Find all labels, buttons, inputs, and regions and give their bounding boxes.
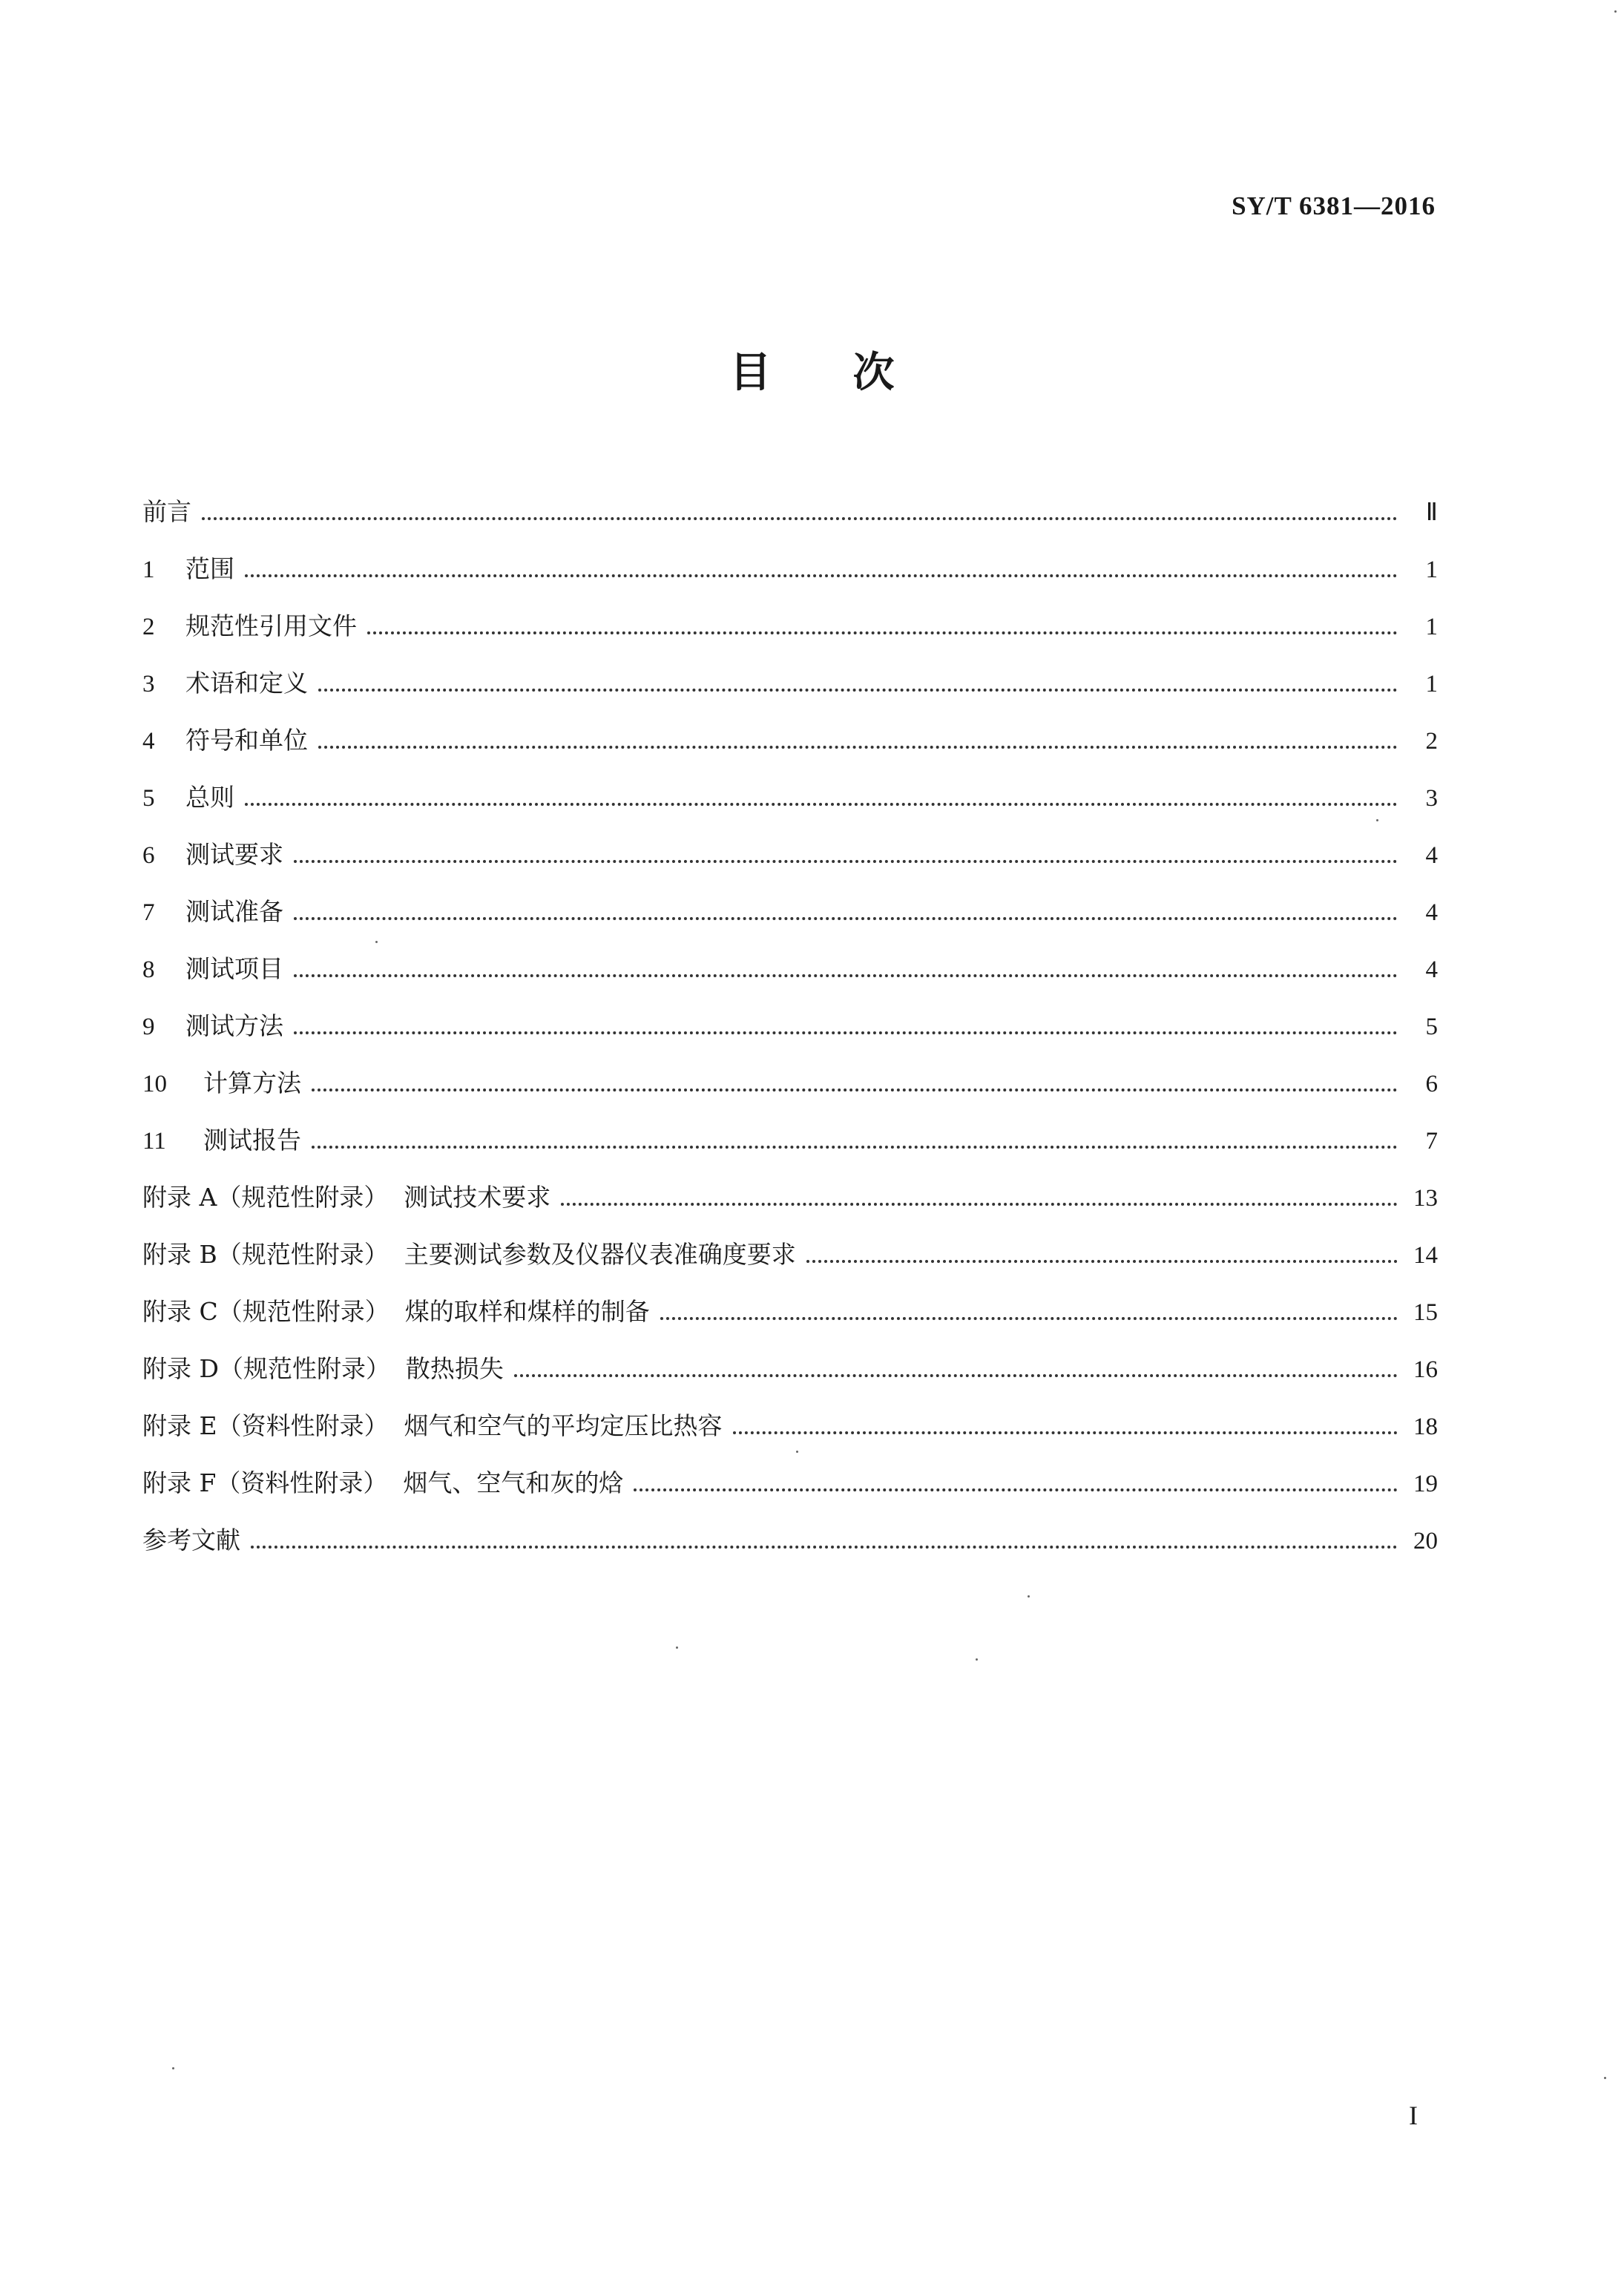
scan-speck (375, 941, 378, 943)
toc-dot-leader (514, 1373, 1398, 1377)
scan-speck (172, 2067, 174, 2069)
toc-entry[interactable] (142, 1226, 1438, 1283)
toc-entry[interactable] (142, 597, 1438, 654)
toc-dot-leader (312, 1088, 1398, 1091)
toc-entry-label (142, 540, 245, 599)
toc-entry-label (142, 1283, 660, 1340)
toc-dot-leader (294, 859, 1398, 863)
toc-entry[interactable] (142, 826, 1438, 883)
toc-entry-title: 术语和定义 (185, 669, 308, 697)
toc-entry[interactable] (142, 483, 1438, 540)
toc-entry-page: 1 (1425, 556, 1438, 583)
toc-entry-label (142, 826, 294, 884)
toc-entry-title: 附录 D（规范性附录） 散热损失 (142, 1354, 504, 1383)
toc-entry-number: 11 (142, 1128, 166, 1155)
toc-entry-title: 测试方法 (185, 1011, 283, 1040)
toc-entry-label (142, 1511, 251, 1569)
toc-entry-label (142, 997, 294, 1056)
toc-entry[interactable] (142, 1454, 1438, 1511)
toc-entry-title: 符号和单位 (185, 726, 308, 755)
toc-entry-page: 5 (1425, 1014, 1438, 1040)
toc-entry[interactable] (142, 940, 1438, 997)
table-of-contents (142, 483, 1438, 1569)
toc-entry-label (142, 940, 294, 999)
toc-entry-title: 范围 (185, 554, 234, 583)
toc-entry-title: 测试要求 (185, 840, 283, 869)
toc-entry-number: 7 (142, 899, 155, 926)
toc-entry-title: 前言 (142, 497, 191, 526)
toc-entry-title: 测试项目 (185, 954, 283, 983)
toc-entry-page: 6 (1425, 1071, 1438, 1097)
toc-entry-label (142, 483, 202, 540)
toc-entry[interactable] (142, 1340, 1438, 1397)
toc-entry-title: 附录 A（规范性附录） 测试技术要求 (142, 1183, 551, 1212)
toc-entry-page: Ⅱ (1425, 499, 1438, 526)
toc-entry-label (142, 597, 367, 656)
toc-dot-leader (312, 1145, 1398, 1149)
scan-speck (1614, 10, 1617, 13)
toc-dot-leader (294, 916, 1398, 920)
toc-entry-page: 14 (1413, 1242, 1438, 1269)
standard-code: SY/T 6381—2016 (1232, 191, 1436, 220)
title-char-left: 目 (729, 349, 772, 397)
toc-dot-leader (733, 1431, 1398, 1434)
toc-dot-leader (294, 974, 1398, 977)
toc-dot-leader (634, 1488, 1398, 1491)
toc-entry-number: 5 (142, 785, 155, 812)
page-number: I (1409, 2101, 1418, 2130)
toc-entry[interactable] (142, 1511, 1438, 1569)
toc-entry-page: 7 (1425, 1128, 1438, 1155)
toc-entry-number: 10 (142, 1071, 167, 1097)
toc-entry-page: 4 (1425, 842, 1438, 869)
toc-entry-number: 3 (142, 671, 155, 697)
toc-dot-leader (251, 1545, 1398, 1549)
toc-entry[interactable] (142, 883, 1438, 940)
toc-entry-page: 13 (1413, 1185, 1438, 1212)
toc-entry-title: 测试报告 (203, 1126, 301, 1155)
toc-dot-leader (202, 516, 1398, 520)
toc-entry-page: 4 (1425, 956, 1438, 983)
toc-dot-leader (294, 1031, 1398, 1034)
toc-entry-title: 测试准备 (185, 897, 283, 926)
toc-dot-leader (367, 631, 1398, 634)
title-char-right: 次 (852, 349, 895, 397)
toc-entry[interactable] (142, 1283, 1438, 1340)
toc-entry-title: 总则 (185, 783, 234, 812)
toc-dot-leader (318, 745, 1398, 749)
toc-entry-label (142, 1112, 312, 1170)
toc-entry-page: 19 (1413, 1471, 1438, 1497)
toc-entry-page: 1 (1425, 671, 1438, 697)
toc-entry-title: 附录 B（规范性附录） 主要测试参数及仪器仪表准确度要求 (142, 1240, 796, 1269)
toc-entry-label (142, 1340, 514, 1397)
toc-entry-title: 参考文献 (142, 1526, 240, 1554)
toc-entry[interactable] (142, 1112, 1438, 1169)
toc-entry-page: 1 (1425, 614, 1438, 640)
toc-entry-label (142, 1454, 634, 1511)
toc-dot-leader (806, 1259, 1398, 1263)
toc-entry-label (142, 769, 245, 827)
toc-entry-label (142, 1397, 733, 1454)
toc-entry-page: 16 (1413, 1356, 1438, 1383)
toc-entry-title: 附录 E（资料性附录） 烟气和空气的平均定压比热容 (142, 1411, 723, 1440)
page-title (0, 340, 1624, 399)
toc-entry[interactable] (142, 540, 1438, 597)
toc-entry[interactable] (142, 1397, 1438, 1454)
toc-entry-number: 1 (142, 556, 155, 583)
toc-entry[interactable] (142, 654, 1438, 712)
scan-speck (1028, 1595, 1030, 1598)
toc-dot-leader (561, 1202, 1398, 1206)
toc-entry[interactable] (142, 712, 1438, 769)
toc-entry-label (142, 1054, 312, 1113)
toc-entry-title: 计算方法 (203, 1068, 301, 1097)
toc-entry[interactable] (142, 1054, 1438, 1112)
toc-entry-number: 8 (142, 956, 155, 983)
toc-entry-label (142, 883, 294, 942)
toc-dot-leader (660, 1316, 1398, 1320)
toc-entry-page: 20 (1413, 1528, 1438, 1554)
scan-speck (1604, 2077, 1606, 2079)
toc-entry-label (142, 712, 318, 770)
scan-speck (676, 1646, 678, 1649)
toc-entry-page: 3 (1425, 785, 1438, 812)
toc-entry-title: 附录 C（规范性附录） 煤的取样和煤样的制备 (142, 1297, 650, 1326)
toc-entry-label (142, 654, 318, 713)
toc-dot-leader (245, 802, 1398, 806)
toc-entry-number: 2 (142, 614, 155, 640)
toc-entry-number: 6 (142, 842, 155, 869)
toc-entry-page: 18 (1413, 1414, 1438, 1440)
toc-entry-page: 15 (1413, 1299, 1438, 1326)
toc-entry[interactable] (142, 1169, 1438, 1226)
toc-entry[interactable] (142, 769, 1438, 826)
toc-entry-label (142, 1169, 561, 1226)
toc-entry[interactable] (142, 997, 1438, 1054)
toc-entry-number: 4 (142, 728, 155, 755)
toc-entry-title: 规范性引用文件 (185, 611, 357, 640)
scan-speck (976, 1658, 978, 1661)
toc-entry-page: 4 (1425, 899, 1438, 926)
toc-entry-title: 附录 F（资料性附录） 烟气、空气和灰的焓 (142, 1468, 624, 1497)
toc-entry-number: 9 (142, 1014, 155, 1040)
scan-speck (796, 1451, 798, 1453)
toc-dot-leader (318, 688, 1398, 692)
toc-entry-label (142, 1226, 806, 1283)
toc-dot-leader (245, 574, 1398, 577)
scan-speck (1376, 819, 1378, 821)
toc-entry-page: 2 (1425, 728, 1438, 755)
